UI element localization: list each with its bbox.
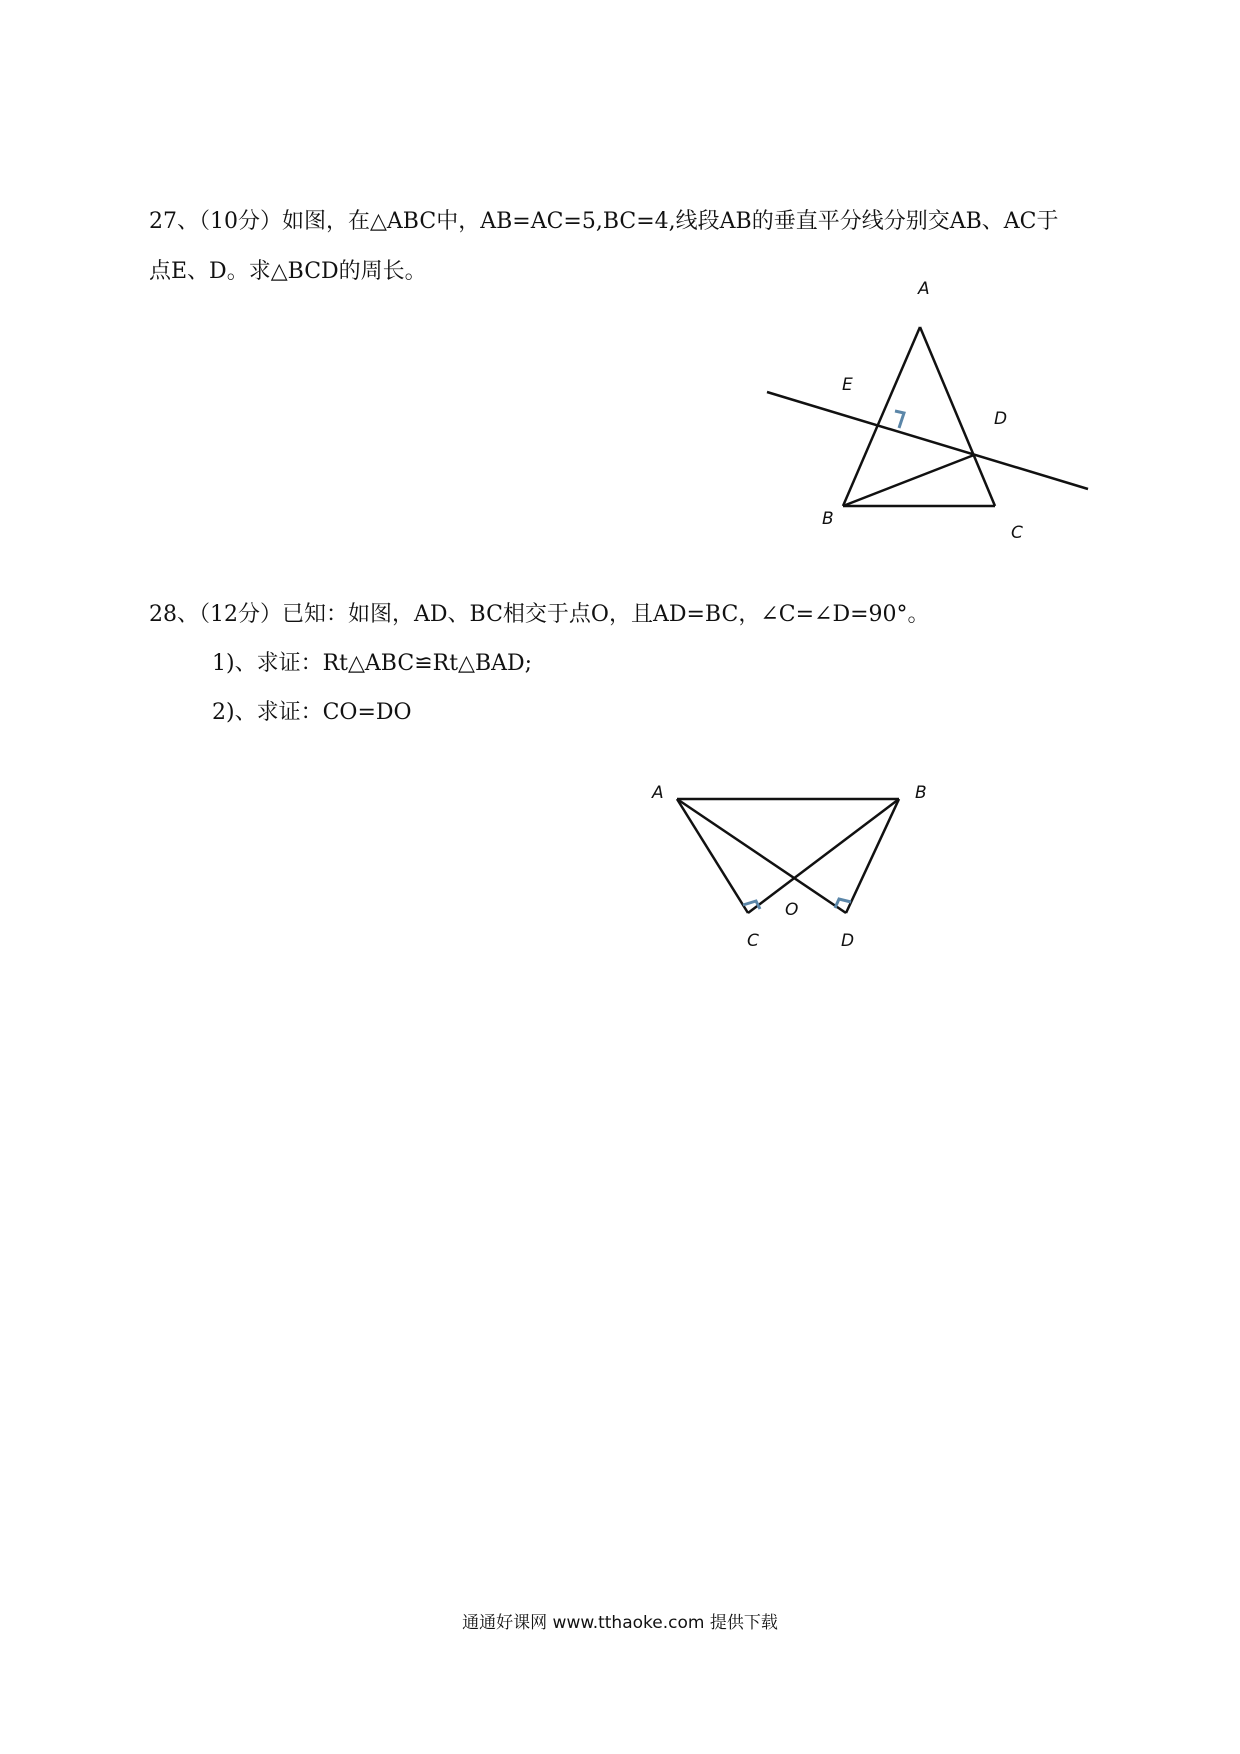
label-c: C [747,931,759,951]
q28-part1: 1)、求证：Rt△ABC≌Rt△BAD; [212,651,533,676]
label-e: E [842,375,853,395]
q28-part2: 2)、求证：CO=DO [212,700,412,725]
q27-line2: 点E、D。求△BCD的周长。 [149,259,427,284]
label-d: D [841,931,855,951]
footer: 通通好课网 www.tthaoke.com 提供下载 [462,1613,778,1633]
segment-ad [677,799,846,913]
label-c: C [1011,523,1023,543]
label-b: B [915,783,927,803]
label-a: A [918,279,930,299]
segment-bc [748,799,899,913]
segment-bd [846,799,899,913]
label-d: D [994,409,1008,429]
q27-line1: 27、（10分）如图，在△ABC中，AB=AC=5,BC=4,线段AB的垂直平分线分别交AB、AC于 [149,209,1059,234]
label-o: O [785,900,799,920]
label-b: B [822,509,834,529]
segment-ac [677,799,748,913]
label-a: A [652,783,664,803]
q28-line1: 28、（12分）已知：如图，AD、BC相交于点O，且AD=BC，∠C=∠D=90°。 [149,602,930,627]
